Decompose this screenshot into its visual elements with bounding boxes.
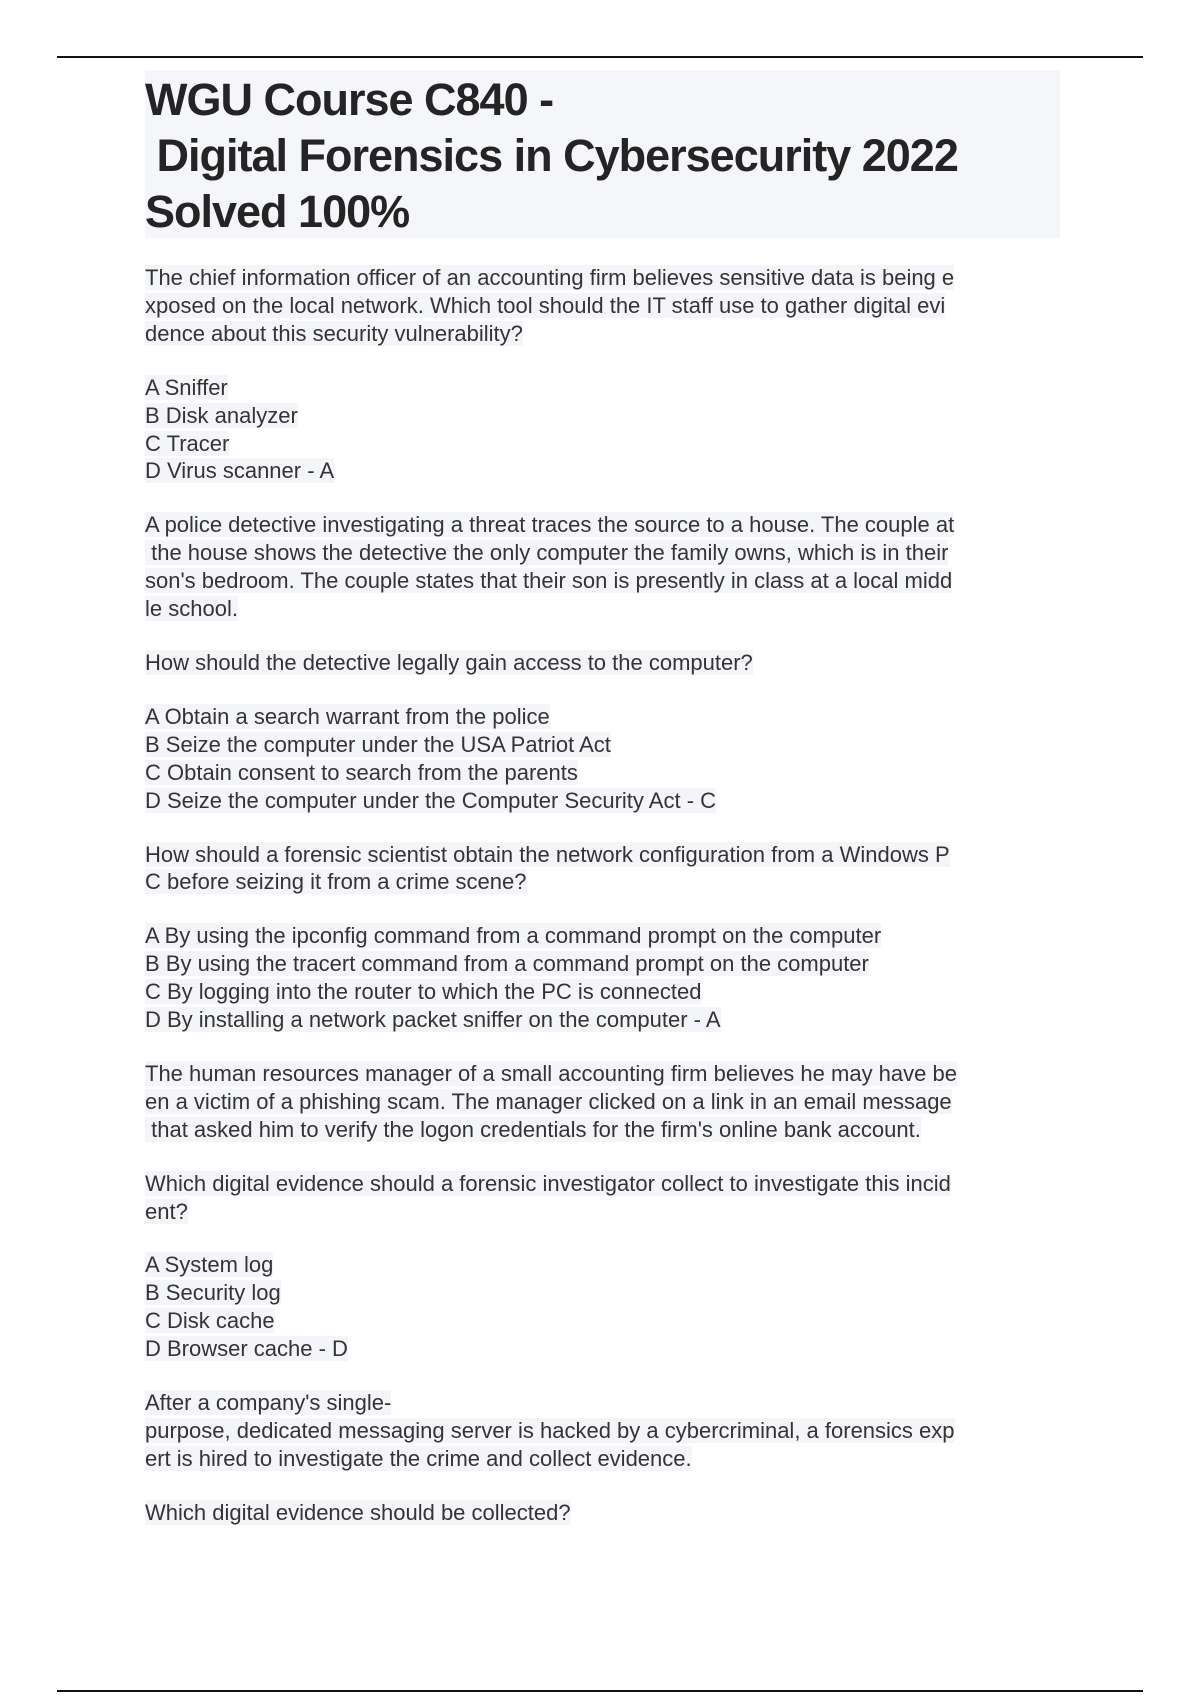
text-line xyxy=(145,511,1065,539)
text-line xyxy=(145,922,1065,950)
text-line-content: ert is hired to investigate the crime and collect evidence. xyxy=(145,1445,692,1471)
text-line xyxy=(145,950,1065,978)
text-line xyxy=(145,430,1065,458)
text-line-content: B By using the tracert command from a command prompt on the computer xyxy=(145,951,869,977)
text-line xyxy=(145,1335,1065,1363)
text-line xyxy=(145,1060,1065,1088)
text-line-content: How should the detective legally gain access to the computer? xyxy=(145,649,753,675)
paragraph xyxy=(145,264,1065,348)
text-line xyxy=(145,1389,1065,1417)
text-line-content: en a victim of a phishing scam. The manager clicked on a link in an email message xyxy=(145,1088,952,1114)
text-line xyxy=(145,320,1065,348)
text-line-content: D Virus scanner - A xyxy=(145,458,335,484)
text-line-content: A System log xyxy=(145,1252,274,1278)
text-line xyxy=(145,649,1065,677)
text-line-content: ent? xyxy=(145,1198,188,1224)
text-line-content: le school. xyxy=(145,596,238,622)
paragraph xyxy=(145,1060,1065,1144)
text-line xyxy=(145,1170,1065,1198)
text-line-content: C before seizing it from a crime scene? xyxy=(145,869,527,895)
text-line xyxy=(145,264,1065,292)
text-line xyxy=(145,1251,1065,1279)
text-line-content: How should a forensic scientist obtain the network configuration from a Windows P xyxy=(145,841,950,867)
paragraph xyxy=(145,841,1065,897)
text-line-content: A Obtain a search warrant from the police xyxy=(145,703,550,729)
text-line-content: A By using the ipconfig command from a command prompt on the computer xyxy=(145,923,882,949)
text-line xyxy=(145,841,1065,869)
text-line xyxy=(145,1307,1065,1335)
text-line-content: xposed on the local network. Which tool should the IT staff use to gather digital evi xyxy=(145,292,946,318)
text-line xyxy=(145,567,1065,595)
text-line-content: son's bedroom. The couple states that their son is presently in class at a local midd xyxy=(145,568,953,594)
document-body xyxy=(145,264,1065,1553)
text-line xyxy=(145,402,1065,430)
paragraph xyxy=(145,703,1065,815)
text-line xyxy=(145,1445,1065,1473)
text-line-content: The chief information officer of an accounting firm believes sensitive data is being e xyxy=(145,265,955,290)
text-line-content: C By logging into the router to which the PC is connected xyxy=(145,979,702,1005)
title-line-1: WGU Course C840 - xyxy=(145,74,554,125)
text-line-content: C Tracer xyxy=(145,430,230,456)
top-divider xyxy=(57,56,1143,58)
paragraph xyxy=(145,511,1065,623)
text-line xyxy=(145,292,1065,320)
text-line xyxy=(145,1499,1065,1527)
text-line-content: B Seize the computer under the USA Patriot Act xyxy=(145,731,611,757)
text-line xyxy=(145,1006,1065,1034)
title-line-2: Digital Forensics in Cybersecurity 2022 xyxy=(145,130,958,181)
text-line xyxy=(145,539,1065,567)
paragraph xyxy=(145,1170,1065,1226)
title-line-3: Solved 100% xyxy=(145,186,410,237)
text-line xyxy=(145,731,1065,759)
text-line-content: D Browser cache - D xyxy=(145,1336,348,1362)
text-line-content: Which digital evidence should be collected? xyxy=(145,1499,571,1525)
text-line xyxy=(145,595,1065,623)
paragraph xyxy=(145,1389,1065,1473)
paragraph xyxy=(145,649,1065,677)
text-line-content: that asked him to verify the logon credentials for the firm's online bank account. xyxy=(145,1116,921,1142)
text-line-content: C Obtain consent to search from the parents xyxy=(145,759,578,785)
bottom-divider xyxy=(57,1690,1143,1692)
text-line xyxy=(145,1198,1065,1226)
text-line-content: B Disk analyzer xyxy=(145,402,298,428)
text-line-content: dence about this security vulnerability? xyxy=(145,320,523,346)
text-line-content: purpose, dedicated messaging server is hacked by a cybercriminal, a forensics exp xyxy=(145,1418,955,1443)
text-line-content: D By installing a network packet sniffer on the computer - A xyxy=(145,1007,721,1033)
text-line xyxy=(145,1417,1065,1445)
paragraph xyxy=(145,1499,1065,1527)
text-line xyxy=(145,759,1065,787)
text-line-content: Which digital evidence should a forensic investigator collect to investigate this incid xyxy=(145,1170,951,1196)
paragraph xyxy=(145,374,1065,486)
text-line-content: C Disk cache xyxy=(145,1308,275,1334)
text-line-content: the house shows the detective the only computer the family owns, which is in their xyxy=(145,540,949,566)
text-line xyxy=(145,787,1065,815)
text-line xyxy=(145,978,1065,1006)
text-line xyxy=(145,1116,1065,1144)
text-line-content: D Seize the computer under the Computer Security Act - C xyxy=(145,787,717,813)
text-line xyxy=(145,1279,1065,1307)
paragraph xyxy=(145,922,1065,1034)
text-line-content: A police detective investigating a threat traces the source to a house. The couple at xyxy=(145,512,955,538)
text-line-content: B Security log xyxy=(145,1280,281,1306)
text-line xyxy=(145,703,1065,731)
text-line xyxy=(145,457,1065,485)
text-line-content: The human resources manager of a small accounting firm believes he may have be xyxy=(145,1060,957,1086)
text-line-content: After a company's single- xyxy=(145,1390,392,1416)
document-title-block xyxy=(145,70,1060,238)
text-line xyxy=(145,1088,1065,1116)
text-line xyxy=(145,868,1065,896)
text-line-content: A Sniffer xyxy=(145,374,228,400)
text-line xyxy=(145,374,1065,402)
paragraph xyxy=(145,1251,1065,1363)
